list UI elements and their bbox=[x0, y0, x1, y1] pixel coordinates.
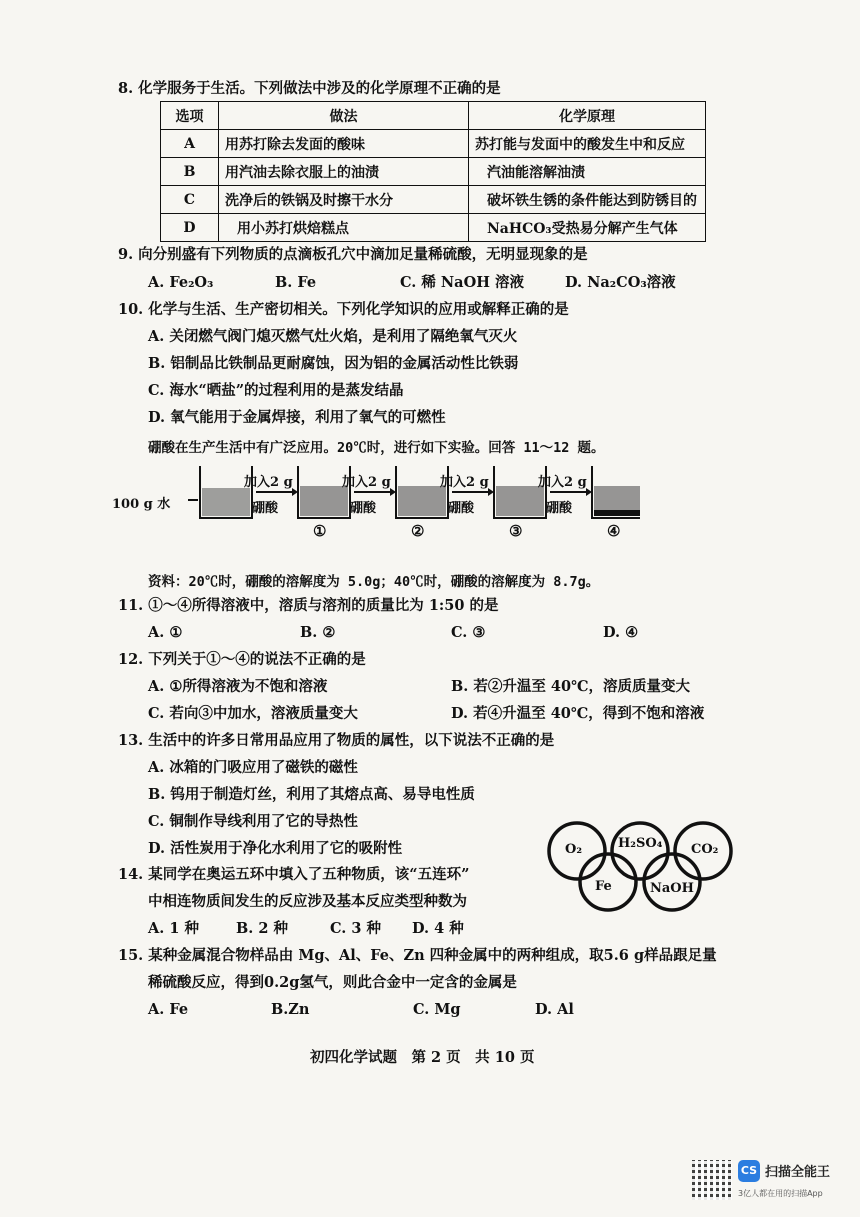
ring-label-o2: O₂ bbox=[565, 842, 583, 857]
header-method: 做法 bbox=[219, 102, 469, 130]
beaker-label-3: ③ bbox=[509, 522, 523, 540]
acid-label: 硼酸 bbox=[252, 501, 279, 516]
q15-stem-line2: 稀硫酸反应，得到0.2g氢气，则此合金中一定含的金属是 bbox=[148, 974, 517, 991]
olympic-rings-diagram bbox=[545, 815, 735, 920]
q13-option-d: D. 活性炭用于净化水利用了它的吸附性 bbox=[148, 840, 403, 857]
q14-stem-line2: 中相连物质间发生的反应涉及基本反应类型种数为 bbox=[148, 893, 467, 910]
table-row bbox=[161, 186, 706, 214]
add-label: 加入2 g bbox=[440, 475, 489, 490]
q14-option-d: D. 4 种 bbox=[412, 920, 464, 937]
acid-label: 硼酸 bbox=[350, 501, 377, 516]
row-method: 用汽油去除衣服上的油渍 bbox=[219, 158, 469, 186]
header-option: 选项 bbox=[161, 102, 219, 130]
beaker-label-1: ① bbox=[313, 522, 327, 540]
q11-option-a: A. ① bbox=[148, 624, 183, 641]
table-row bbox=[161, 158, 706, 186]
q14-option-b: B. 2 种 bbox=[236, 920, 288, 937]
q8-table bbox=[160, 101, 706, 242]
q9-option-b: B. Fe bbox=[275, 274, 317, 291]
watermark-tagline: 3亿人都在用的扫描App bbox=[738, 1189, 823, 1198]
experiment-intro: 硼酸在生产生活中有广泛应用。20℃时，进行如下实验。回答 11～12 题。 bbox=[148, 440, 605, 456]
q9-option-a: A. Fe₂O₃ bbox=[148, 274, 214, 291]
ring-label-naoh: NaOH bbox=[650, 881, 694, 896]
q11-option-d: D. ④ bbox=[603, 624, 639, 641]
ring-label-co2: CO₂ bbox=[691, 842, 719, 857]
q15-option-b: B.Zn bbox=[271, 1001, 310, 1018]
row-letter: C bbox=[161, 186, 219, 214]
q9-option-d: D. Na₂CO₃溶液 bbox=[565, 274, 676, 291]
ring-label-fe: Fe bbox=[595, 879, 612, 894]
beaker-label-2: ② bbox=[411, 522, 425, 540]
q12-option-a: A. ①所得溶液为不饱和溶液 bbox=[148, 678, 328, 695]
q12-option-c: C. 若向③中加水，溶液质量变大 bbox=[148, 705, 358, 722]
q11-option-c: C. ③ bbox=[451, 624, 486, 641]
row-letter: B bbox=[161, 158, 219, 186]
q10-stem: 10. 化学与生活、生产密切相关。下列化学知识的应用或解释正确的是 bbox=[118, 301, 569, 318]
add-label: 加入2 g bbox=[244, 475, 293, 490]
water-label: 100 g 水 bbox=[112, 497, 171, 512]
add-label: 加入2 g bbox=[342, 475, 391, 490]
ring-h2so4 bbox=[612, 823, 668, 879]
row-letter: D bbox=[161, 214, 219, 242]
row-letter: A bbox=[161, 130, 219, 158]
row-principle: 汽油能溶解油渍 bbox=[469, 158, 706, 186]
row-method: 洗净后的铁锅及时擦干水分 bbox=[219, 186, 469, 214]
table-header-row bbox=[161, 102, 706, 130]
q14-stem-line1: 14. 某同学在奥运五环中填入了五种物质，该“五连环” bbox=[118, 866, 470, 883]
row-principle: 破坏铁生锈的条件能达到防锈目的 bbox=[469, 186, 706, 214]
table-row bbox=[161, 214, 706, 242]
header-principle: 化学原理 bbox=[469, 102, 706, 130]
page-footer: 初四化学试题 第 2 页 共 10 页 bbox=[310, 1049, 535, 1066]
q15-option-a: A. Fe bbox=[148, 1001, 189, 1018]
q11-option-b: B. ② bbox=[300, 624, 336, 641]
acid-label: 硼酸 bbox=[546, 501, 573, 516]
q12-option-d: D. 若④升温至 40℃，得到不饱和溶液 bbox=[451, 705, 705, 722]
qr-code-icon bbox=[692, 1160, 732, 1200]
camscanner-logo-icon: CS bbox=[738, 1160, 760, 1182]
table-row bbox=[161, 130, 706, 158]
ring-label-h2so4: H₂SO₄ bbox=[618, 836, 663, 851]
row-method: 用小苏打烘焙糕点 bbox=[219, 214, 469, 242]
q9-stem: 9. 向分别盛有下列物质的点滴板孔穴中滴加足量稀硫酸，无明显现象的是 bbox=[118, 246, 588, 263]
q10-option-a: A. 关闭燃气阀门熄灭燃气灶火焰，是利用了隔绝氧气灭火 bbox=[148, 328, 518, 345]
q12-option-b: B. 若②升温至 40℃，溶质质量变大 bbox=[451, 678, 690, 695]
q15-option-d: D. Al bbox=[535, 1001, 574, 1018]
acid-label: 硼酸 bbox=[448, 501, 475, 516]
q10-option-c: C. 海水“晒盐”的过程利用的是蒸发结晶 bbox=[148, 382, 404, 399]
q13-stem: 13. 生活中的许多日常用品应用了物质的属性，以下说法不正确的是 bbox=[118, 732, 555, 749]
q14-option-c: C. 3 种 bbox=[330, 920, 382, 937]
q13-option-b: B. 钨用于制造灯丝，利用了其熔点高、易导电性质 bbox=[148, 786, 475, 803]
q8-stem: 8. 化学服务于生活。下列做法中涉及的化学原理不正确的是 bbox=[118, 80, 501, 97]
q15-stem-line1: 15. 某种金属混合物样品由 Mg、Al、Fe、Zn 四种金属中的两种组成，取5.6 g样品跟足量 bbox=[118, 947, 717, 964]
q13-option-a: A. 冰箱的门吸应用了磁铁的磁性 bbox=[148, 759, 358, 776]
beaker-label-4: ④ bbox=[607, 522, 621, 540]
row-principle: 苏打能与发面中的酸发生中和反应 bbox=[469, 130, 706, 158]
q9-option-c: C. 稀 NaOH 溶液 bbox=[400, 274, 524, 291]
q15-option-c: C. Mg bbox=[413, 1001, 461, 1018]
watermark-app-name: 扫描全能王 bbox=[765, 1165, 831, 1180]
row-method: 用苏打除去发面的酸味 bbox=[219, 130, 469, 158]
q10-option-d: D. 氧气能用于金属焊接，利用了氧气的可燃性 bbox=[148, 409, 446, 426]
q14-option-a: A. 1 种 bbox=[148, 920, 199, 937]
q13-option-c: C. 铜制作导线利用了它的导热性 bbox=[148, 813, 358, 830]
q10-option-b: B. 铝制品比铁制品更耐腐蚀，因为铝的金属活动性比铁弱 bbox=[148, 355, 519, 372]
q12-stem: 12. 下列关于①～④的说法不正确的是 bbox=[118, 651, 366, 668]
q11-stem: 11. ①～④所得溶液中，溶质与溶剂的质量比为 1:50 的是 bbox=[118, 597, 499, 614]
solubility-info: 资料：20℃时，硼酸的溶解度为 5.0g；40℃时，硼酸的溶解度为 8.7g。 bbox=[148, 574, 600, 590]
add-label: 加入2 g bbox=[538, 475, 587, 490]
row-principle: NaHCO₃受热易分解产生气体 bbox=[469, 214, 706, 242]
